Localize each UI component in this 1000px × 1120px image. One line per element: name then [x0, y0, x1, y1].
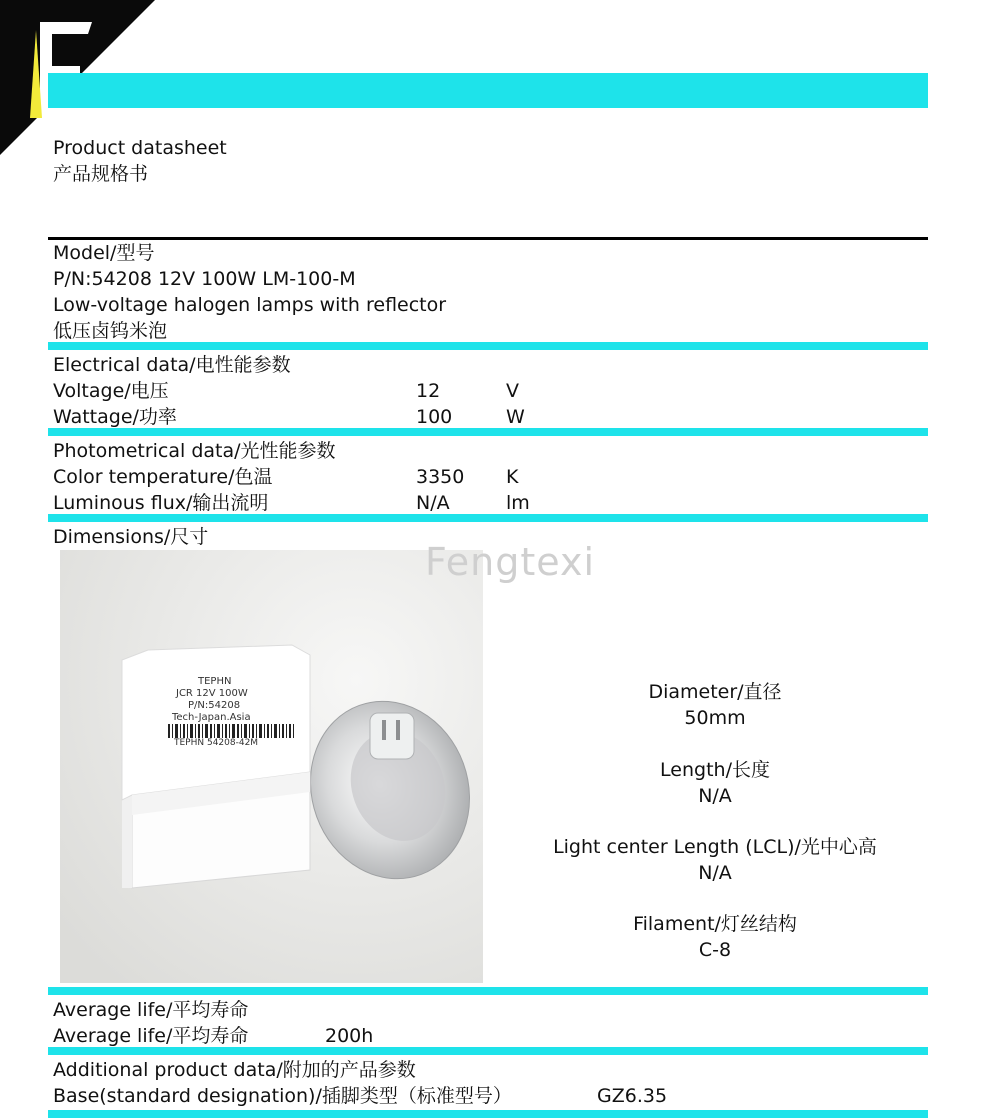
model-heading: Model/型号: [53, 242, 155, 264]
filament-label: Filament/灯丝结构: [633, 913, 797, 935]
additional-heading: Additional product data/附加的产品参数: [53, 1059, 416, 1081]
flux-label: Luminous flux/输出流明: [53, 492, 269, 514]
box-label-line4: Tech-Japan.Asia: [172, 712, 251, 723]
model-divider: [48, 237, 928, 240]
lamp-and-box-illustration: [60, 550, 483, 983]
voltage-label: Voltage/电压: [53, 380, 169, 402]
dimensions-heading: Dimensions/尺寸: [53, 526, 209, 548]
wattage-unit: W: [506, 406, 525, 428]
filament-value: C-8: [698, 939, 732, 961]
length-label: Length/长度: [660, 759, 770, 781]
lcl-value: N/A: [698, 862, 732, 884]
bottom-band: [48, 1110, 928, 1118]
voltage-value: 12: [416, 380, 441, 402]
product-photo: [60, 550, 483, 983]
diameter-label: Diameter/直径: [648, 681, 782, 703]
average-life-label: Average life/平均寿命: [53, 1025, 249, 1047]
datasheet-title-cn: 产品规格书: [53, 163, 149, 185]
average-life-value: 200h: [325, 1025, 374, 1047]
datasheet-title: Product datasheet: [53, 137, 227, 159]
box-label-line2: JCR 12V 100W: [176, 688, 248, 699]
box-label-line3: P/N:54208: [188, 700, 241, 711]
flux-unit: lm: [506, 492, 530, 514]
section-band: [48, 342, 928, 350]
section-band: [48, 1047, 928, 1055]
color-temp-unit: K: [506, 466, 519, 488]
section-band: [48, 514, 928, 522]
wattage-value: 100: [416, 406, 453, 428]
watermark: Fengtexi: [425, 540, 596, 584]
color-temp-label: Color temperature/色温: [53, 466, 273, 488]
length-value: N/A: [698, 785, 732, 807]
box-label-line5: TEPHN 54208-42M: [174, 738, 259, 748]
part-number: P/N:54208 12V 100W LM-100-M: [53, 268, 356, 290]
top-band: [48, 73, 928, 108]
box-label-line1: TEPHN: [198, 676, 232, 687]
diameter-value: 50mm: [684, 707, 746, 729]
photometrical-heading: Photometrical data/光性能参数: [53, 440, 336, 462]
section-band: [48, 987, 928, 995]
description-cn: 低压卤钨米泡: [53, 320, 168, 342]
description-en: Low-voltage halogen lamps with reflector: [53, 294, 447, 316]
voltage-unit: V: [506, 380, 519, 402]
average-life-heading: Average life/平均寿命: [53, 999, 249, 1021]
color-temp-value: 3350: [416, 466, 465, 488]
wattage-label: Wattage/功率: [53, 406, 177, 428]
base-value: GZ6.35: [597, 1085, 668, 1107]
flux-value: N/A: [416, 492, 450, 514]
base-label: Base(standard designation)/插脚类型（标准型号）: [53, 1085, 512, 1107]
electrical-heading: Electrical data/电性能参数: [53, 354, 291, 376]
section-band: [48, 428, 928, 436]
lcl-label: Light center Length (LCL)/光中心高: [553, 836, 877, 858]
